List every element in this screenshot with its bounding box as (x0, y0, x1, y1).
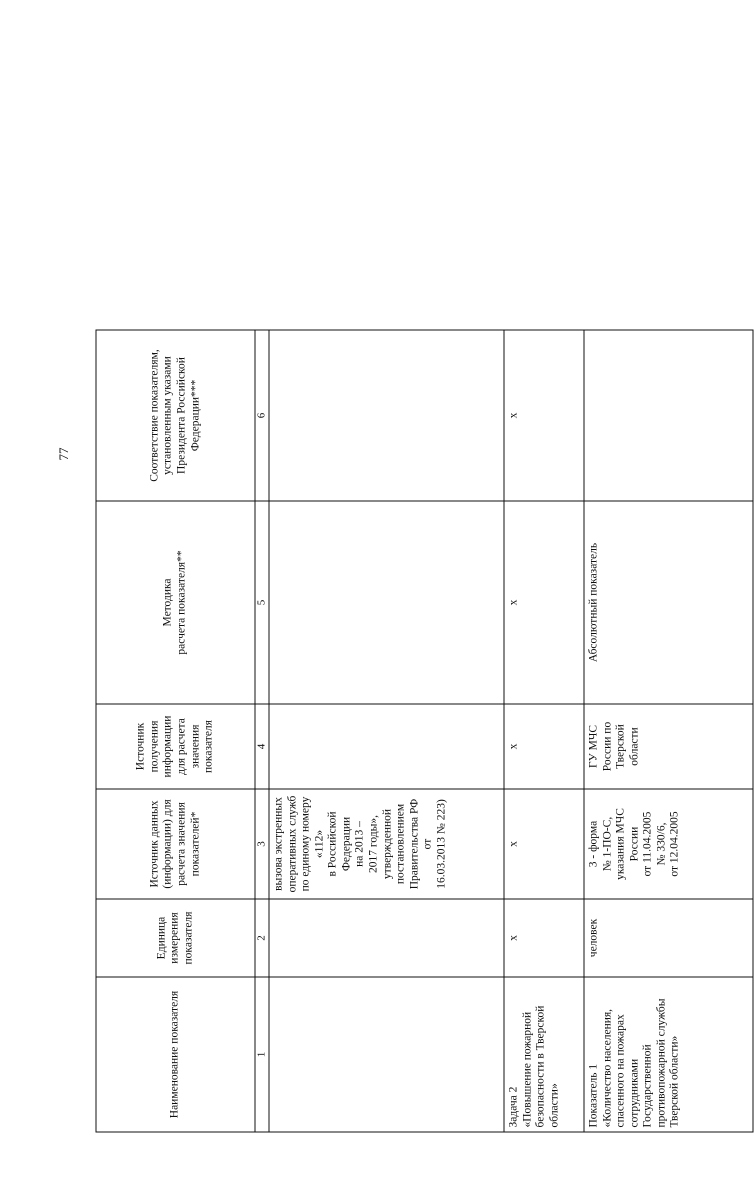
header-compliance: Соответствие показателям, установленным указами Президента Российской Федерации*** (96, 330, 255, 501)
cell-data-source: вызова экстренных оперативных служб по единому номеру «112» в Российской Федерации на 2013 – 2017 годы», утвержденной постановлением Правительства РФ от 16.03.2013 № 223) (269, 789, 504, 899)
cell-compliance (584, 330, 753, 501)
table-header-row (96, 330, 255, 1132)
page-number: 77 (56, 447, 71, 461)
column-number-row (255, 330, 269, 1132)
column-number: 6 (255, 330, 269, 501)
header-unit: Единица измерения показателя (96, 899, 255, 977)
cell-data-source: х (504, 789, 584, 899)
header-info-source: Источник получения информации для расчета значения показателя (96, 704, 255, 789)
header-indicator-name: Наименование показателя (96, 977, 255, 1132)
cell-method: х (504, 501, 584, 704)
column-number: 4 (255, 704, 269, 789)
cell-name: Показатель 1 «Количество населения, спасенного на пожарах сотрудниками Государственной противопожарной службы Тверской области» (584, 977, 753, 1132)
table-row-continuation (269, 330, 504, 1132)
header-data-source: Источник данных (информации) для расчета значения показателей* (96, 789, 255, 899)
column-number: 1 (255, 977, 269, 1132)
cell-name: Задача 2 «Повышение пожарной безопасности в Тверской области» (504, 977, 584, 1132)
cell-info-source: ГУ МЧС России по Тверской области (584, 704, 753, 789)
cell-unit: х (504, 899, 584, 977)
cell-info-source: х (504, 704, 584, 789)
indicator-table (96, 330, 754, 1133)
cell-method: Абсолютный показатель (584, 501, 753, 704)
rotated-table-container (1, 281, 681, 1186)
cell-method (269, 501, 504, 704)
column-number: 2 (255, 899, 269, 977)
cell-name (269, 977, 504, 1132)
cell-unit: человек (584, 899, 753, 977)
cell-compliance: х (504, 330, 584, 501)
cell-data-source: 3 - форма № 1-ПО-С, указания МЧС России от 11.04.2005 № 330/6, от 12.04.2005 (584, 789, 753, 899)
cell-unit (269, 899, 504, 977)
column-number: 3 (255, 789, 269, 899)
cell-compliance (269, 330, 504, 501)
column-number: 5 (255, 501, 269, 704)
cell-info-source (269, 704, 504, 789)
table-row-indicator-1 (584, 330, 753, 1132)
header-method: Методика расчета показателя** (96, 501, 255, 704)
table-row-task-2 (504, 330, 584, 1132)
